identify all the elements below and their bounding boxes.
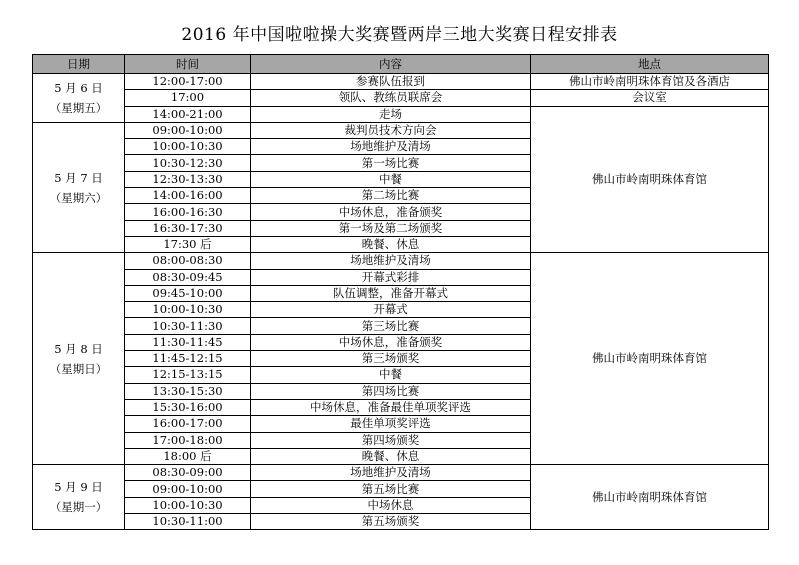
content-cell: 第二场比赛	[251, 188, 531, 204]
content-cell: 队伍调整，准备开幕式	[251, 285, 531, 301]
location-cell: 会议室	[531, 90, 769, 106]
date-label: 5 月 7 日	[54, 170, 103, 185]
date-cell	[33, 253, 125, 465]
time-cell: 14:00-16:00	[125, 188, 251, 204]
content-cell: 第五场比赛	[251, 481, 531, 497]
content-cell: 走场	[251, 106, 531, 122]
table-row	[33, 253, 769, 269]
content-cell: 中场休息，准备最佳单项奖评选	[251, 399, 531, 415]
content-cell: 第一场比赛	[251, 155, 531, 171]
header-row	[33, 55, 769, 74]
content-cell: 晚餐、休息	[251, 448, 531, 464]
content-cell: 领队、教练员联席会	[251, 90, 531, 106]
time-cell: 14:00-21:00	[125, 106, 251, 122]
content-cell: 第三场比赛	[251, 318, 531, 334]
content-cell: 第一场及第二场颁奖	[251, 220, 531, 236]
time-cell: 16:30-17:30	[125, 220, 251, 236]
page-title: 2016 年中国啦啦操大奖赛暨两岸三地大奖赛日程安排表	[181, 25, 618, 45]
header-date: 日期	[33, 55, 125, 74]
time-cell: 17:30 后	[125, 236, 251, 252]
location-cell: 佛山市岭南明珠体育馆	[531, 106, 769, 253]
content-cell: 中场休息	[251, 497, 531, 513]
location-cell: 佛山市岭南明珠体育馆	[531, 253, 769, 465]
content-cell: 场地维护及清场	[251, 465, 531, 481]
content-cell: 裁判员技术方向会	[251, 122, 531, 138]
date-label: 5 月 6 日	[54, 80, 103, 95]
time-cell: 13:30-15:30	[125, 383, 251, 399]
date-cell	[33, 74, 125, 123]
time-cell: 17:00-18:00	[125, 432, 251, 448]
time-cell: 17:00	[125, 90, 251, 106]
time-cell: 12:15-13:15	[125, 367, 251, 383]
time-cell: 08:30-09:45	[125, 269, 251, 285]
date-label: 5 月 9 日	[54, 480, 103, 495]
weekday-label: （星期一）	[49, 500, 108, 515]
time-cell: 11:30-11:45	[125, 334, 251, 350]
time-cell: 09:45-10:00	[125, 285, 251, 301]
time-cell: 10:00-10:30	[125, 302, 251, 318]
content-cell: 最佳单项奖评选	[251, 416, 531, 432]
time-cell: 09:00-10:00	[125, 122, 251, 138]
time-cell: 11:45-12:15	[125, 351, 251, 367]
date-cell	[33, 465, 125, 530]
time-cell: 10:30-11:00	[125, 514, 251, 530]
weekday-label: （星期日）	[49, 361, 108, 376]
time-cell: 08:00-08:30	[125, 253, 251, 269]
content-cell: 参赛队伍报到	[251, 74, 531, 90]
header-content: 内容	[251, 55, 531, 74]
time-cell: 10:00-10:30	[125, 139, 251, 155]
content-cell: 第三场颁奖	[251, 351, 531, 367]
header-time: 时间	[125, 55, 251, 74]
content-cell: 场地维护及清场	[251, 139, 531, 155]
weekday-label: （星期六）	[49, 190, 108, 205]
time-cell: 09:00-10:00	[125, 481, 251, 497]
content-cell: 第四场比赛	[251, 383, 531, 399]
schedule-table	[32, 54, 769, 530]
header-location: 地点	[531, 55, 769, 74]
content-cell: 中餐	[251, 171, 531, 187]
table-row	[33, 74, 769, 90]
time-cell: 18:00 后	[125, 448, 251, 464]
content-cell: 中餐	[251, 367, 531, 383]
content-cell: 开幕式彩排	[251, 269, 531, 285]
content-cell: 中场休息，准备颁奖	[251, 334, 531, 350]
time-cell: 16:00-17:00	[125, 416, 251, 432]
time-cell: 10:30-11:30	[125, 318, 251, 334]
time-cell: 12:30-13:30	[125, 171, 251, 187]
location-cell: 佛山市岭南明珠体育馆	[531, 465, 769, 530]
table-row	[33, 90, 769, 106]
location-cell: 佛山市岭南明珠体育馆及各酒店	[531, 74, 769, 90]
content-cell: 开幕式	[251, 302, 531, 318]
table-row	[33, 465, 769, 481]
content-cell: 第五场颁奖	[251, 514, 531, 530]
time-cell: 10:30-12:30	[125, 155, 251, 171]
weekday-label: （星期五）	[49, 100, 108, 115]
content-cell: 第四场颁奖	[251, 432, 531, 448]
content-cell: 中场休息，准备颁奖	[251, 204, 531, 220]
time-cell: 10:00-10:30	[125, 497, 251, 513]
table-row	[33, 106, 769, 122]
content-cell: 晚餐、休息	[251, 236, 531, 252]
date-cell	[33, 122, 125, 252]
time-cell: 08:30-09:00	[125, 465, 251, 481]
date-label: 5 月 8 日	[54, 341, 103, 356]
time-cell: 12:00-17:00	[125, 74, 251, 90]
content-cell: 场地维护及清场	[251, 253, 531, 269]
time-cell: 15:30-16:00	[125, 399, 251, 415]
time-cell: 16:00-16:30	[125, 204, 251, 220]
